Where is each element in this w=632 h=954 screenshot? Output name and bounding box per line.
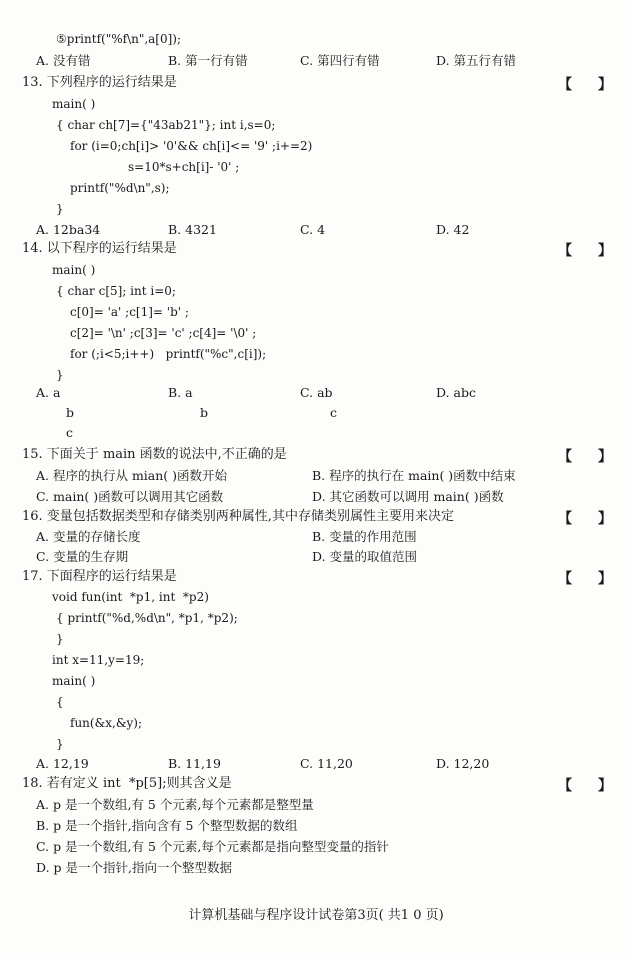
q14-option-c: C. ab bbox=[300, 385, 333, 400]
q15-answer-bracket-right: 】 bbox=[598, 449, 612, 465]
q17-code-line: { bbox=[56, 695, 64, 709]
q13-code-line: for (i=0;ch[i]> '0'&& ch[i]<= '9' ;i+=2) bbox=[70, 139, 313, 153]
q13-answer-bracket-left: 【 bbox=[558, 77, 572, 93]
q14-answer-bracket-right: 】 bbox=[598, 243, 612, 259]
q14-option-d: D. abc bbox=[436, 385, 476, 400]
q16-answer-bracket-right: 】 bbox=[598, 511, 612, 527]
q15-stem: 15. 下面关于 main 函数的说法中,不正确的是 bbox=[22, 447, 287, 462]
q15-option-d: D. 其它函数可以调用 main( )函数 bbox=[312, 489, 504, 504]
q13-stem: 13. 下列程序的运行结果是 bbox=[22, 75, 177, 90]
q14-code-line: } bbox=[56, 368, 64, 382]
q15-answer-bracket-left: 【 bbox=[558, 449, 572, 465]
q17-option-c: C. 11,20 bbox=[300, 756, 353, 771]
q16-option-c: C. 变量的生存期 bbox=[36, 549, 129, 564]
q17-code-line: fun(&x,&y); bbox=[70, 716, 143, 730]
q16-stem: 16. 变量包括数据类型和存储类别两种属性,其中存储类别属性主要用来决定 bbox=[22, 509, 454, 524]
q12-code-line: ⑤printf("%f\n",a[0]); bbox=[56, 32, 182, 46]
q15-option-a: A. 程序的执行从 mian( )函数开始 bbox=[36, 468, 228, 483]
q14-code-line: c[2]= '\n' ;c[3]= 'c' ;c[4]= '\0' ; bbox=[70, 326, 257, 340]
q17-code-line: void fun(int *p1, int *p2) bbox=[52, 590, 209, 604]
q18-option-d: D. p 是一个指针,指向一个整型数据 bbox=[36, 860, 232, 875]
q15-option-b: B. 程序的执行在 main( )函数中结束 bbox=[312, 468, 516, 483]
q18-option-a: A. p 是一个数组,有 5 个元素,每个元素都是整型量 bbox=[36, 797, 314, 812]
q13-option-d: D. 42 bbox=[436, 222, 470, 237]
q12-option-d: D. 第五行有错 bbox=[436, 53, 517, 68]
q14-code-line: main( ) bbox=[52, 263, 96, 277]
q17-option-d: D. 12,20 bbox=[436, 756, 490, 771]
q17-code-line: } bbox=[56, 737, 64, 751]
q13-code-line: } bbox=[56, 202, 64, 216]
q16-option-a: A. 变量的存储长度 bbox=[36, 529, 141, 544]
q13-code-line: printf("%d\n",s); bbox=[70, 181, 170, 195]
q12-option-a: A. 没有错 bbox=[36, 53, 91, 68]
q17-answer-bracket-right: 】 bbox=[598, 571, 612, 587]
page-footer: 计算机基础与程序设计试卷第3页( 共1 0 页) bbox=[188, 908, 444, 923]
q17-code-line: { printf("%d,%d\n", *p1, *p2); bbox=[56, 611, 238, 625]
q18-answer-bracket-left: 【 bbox=[558, 778, 572, 794]
q14-option-c-line2: c bbox=[330, 405, 338, 420]
q14-code-line: c[0]= 'a' ;c[1]= 'b' ; bbox=[70, 305, 189, 319]
q14-option-b-line2: b bbox=[200, 405, 209, 420]
q14-option-a-line3: c bbox=[66, 425, 74, 440]
q14-option-a: A. a bbox=[36, 385, 61, 400]
q14-stem: 14. 以下程序的运行结果是 bbox=[22, 241, 177, 256]
q16-answer-bracket-left: 【 bbox=[558, 511, 572, 527]
q18-answer-bracket-right: 】 bbox=[598, 778, 612, 794]
q12-option-c: C. 第四行有错 bbox=[300, 53, 380, 68]
q12-option-b: B. 第一行有错 bbox=[168, 53, 248, 68]
q17-code-line: int x=11,y=19; bbox=[52, 653, 145, 667]
q13-answer-bracket-right: 】 bbox=[598, 77, 612, 93]
q18-option-c: C. p 是一个数组,有 5 个元素,每个元素都是指向整型变量的指针 bbox=[36, 839, 389, 854]
q13-option-c: C. 4 bbox=[300, 222, 326, 237]
q13-option-b: B. 4321 bbox=[168, 222, 217, 237]
q13-code-line: main( ) bbox=[52, 97, 96, 111]
q18-stem: 18. 若有定义 int *p[5];则其含义是 bbox=[22, 776, 232, 791]
q17-answer-bracket-left: 【 bbox=[558, 571, 572, 587]
q15-option-c: C. main( )函数可以调用其它函数 bbox=[36, 489, 224, 504]
q13-option-a: A. 12ba34 bbox=[36, 222, 101, 237]
q17-option-a: A. 12,19 bbox=[36, 756, 89, 771]
q14-option-a-line2: b bbox=[66, 405, 75, 420]
q16-option-d: D. 变量的取值范围 bbox=[312, 549, 418, 564]
q17-option-b: B. 11,19 bbox=[168, 756, 221, 771]
q13-code-line: { char ch[7]={"43ab21"}; int i,s=0; bbox=[56, 118, 276, 132]
q18-option-b: B. p 是一个指针,指向含有 5 个整型数据的数组 bbox=[36, 818, 298, 833]
q17-code-line: } bbox=[56, 632, 64, 646]
q17-stem: 17. 下面程序的运行结果是 bbox=[22, 569, 177, 584]
q13-code-line: s=10*s+ch[i]- '0' ; bbox=[128, 160, 240, 174]
q14-answer-bracket-left: 【 bbox=[558, 243, 572, 259]
q14-code-line: for (;i<5;i++) printf("%c",c[i]); bbox=[70, 347, 267, 361]
q17-code-line: main( ) bbox=[52, 674, 96, 688]
q14-option-b: B. a bbox=[168, 385, 193, 400]
q14-code-line: { char c[5]; int i=0; bbox=[56, 284, 176, 298]
q16-option-b: B. 变量的作用范围 bbox=[312, 529, 417, 544]
